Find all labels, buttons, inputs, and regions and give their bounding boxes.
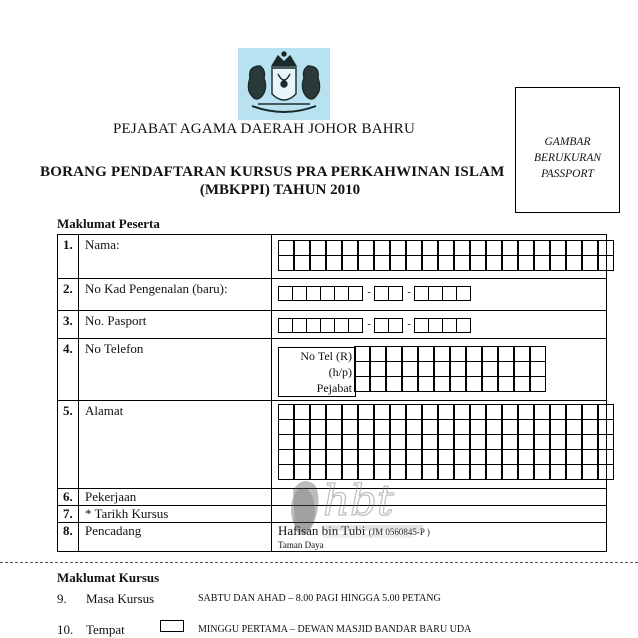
input-box-cell[interactable] (354, 346, 370, 362)
input-box-cell[interactable] (370, 376, 386, 392)
row-number: 7. (63, 506, 73, 521)
input-box-cell[interactable] (518, 255, 534, 271)
input-box-cell[interactable] (442, 318, 457, 333)
course-item10-value: MINGGU PERTAMA – DEWAN MASJID BANDAR BARU UDA (198, 624, 472, 635)
input-box-cell[interactable] (550, 449, 566, 465)
row-phone (58, 339, 606, 401)
input-box-cell[interactable] (498, 376, 514, 392)
input-box-cell[interactable] (278, 240, 294, 256)
input-box-cell[interactable] (502, 240, 518, 256)
input-box-cell[interactable] (470, 464, 486, 480)
name-input-boxes[interactable] (279, 241, 615, 271)
passport-photo-box (515, 87, 620, 213)
input-box-cell[interactable] (598, 255, 614, 271)
input-box-cell[interactable] (486, 404, 502, 420)
ic-separator: - (367, 319, 371, 330)
input-box-cell[interactable] (598, 419, 614, 435)
input-box-cell[interactable] (454, 449, 470, 465)
input-box-cell[interactable] (534, 464, 550, 480)
watermark-text: hbt (323, 476, 394, 525)
row-label: No. Pasport (85, 313, 147, 328)
input-box-cell[interactable] (422, 434, 438, 450)
ic-separator: - (367, 287, 371, 298)
input-box-cell[interactable] (374, 240, 390, 256)
input-box-cell[interactable] (342, 419, 358, 435)
input-box-cell[interactable] (414, 286, 429, 301)
input-box-cell[interactable] (326, 419, 342, 435)
input-box-cell[interactable] (518, 434, 534, 450)
input-box-cell[interactable] (342, 255, 358, 271)
input-box-cell[interactable] (334, 286, 349, 301)
input-box-cell[interactable] (466, 361, 482, 377)
row-label: Pencadang (85, 523, 142, 538)
input-box-cell[interactable] (450, 346, 466, 362)
input-box-cell[interactable] (502, 434, 518, 450)
input-box-cell[interactable] (438, 434, 454, 450)
input-box-cell[interactable] (406, 434, 422, 450)
phone-office-label: Pejabat (316, 381, 352, 395)
input-box-cell[interactable] (388, 318, 403, 333)
input-box-cell[interactable] (422, 240, 438, 256)
input-box-cell[interactable] (374, 449, 390, 465)
input-box-cell[interactable] (342, 434, 358, 450)
input-box-cell[interactable] (374, 318, 389, 333)
ic-input-boxes[interactable] (279, 286, 471, 301)
input-box-cell[interactable] (530, 361, 546, 377)
input-box-cell[interactable] (388, 286, 403, 301)
input-box-cell[interactable] (514, 346, 530, 362)
input-box-cell[interactable] (502, 404, 518, 420)
input-box-cell[interactable] (498, 346, 514, 362)
input-box-cell[interactable] (370, 361, 386, 377)
state-crest-icon (238, 48, 330, 120)
row-number: 2. (63, 281, 73, 296)
input-box-cell[interactable] (278, 449, 294, 465)
course-section-title: Maklumat Kursus (57, 570, 160, 585)
row-passport (58, 311, 606, 339)
input-box-cell[interactable] (514, 376, 530, 392)
input-box-cell[interactable] (326, 240, 342, 256)
row-label: No Telefon (85, 341, 144, 356)
input-box-cell[interactable] (498, 361, 514, 377)
input-box-cell[interactable] (292, 286, 307, 301)
input-box-cell[interactable] (550, 419, 566, 435)
input-box-cell[interactable] (482, 361, 498, 377)
input-box-cell[interactable] (470, 449, 486, 465)
input-box-cell[interactable] (310, 449, 326, 465)
input-box-cell[interactable] (566, 464, 582, 480)
course-item10-number: 10. (57, 622, 74, 637)
input-box-cell[interactable] (358, 255, 374, 271)
input-box-cell[interactable] (370, 346, 386, 362)
input-box-cell[interactable] (550, 255, 566, 271)
input-box-cell[interactable] (326, 404, 342, 420)
course-item10-checkbox[interactable] (160, 620, 184, 632)
input-box-cell[interactable] (438, 404, 454, 420)
input-box-cell[interactable] (354, 361, 370, 377)
input-box-cell[interactable] (442, 286, 457, 301)
input-box-cell[interactable] (582, 240, 598, 256)
input-box-cell[interactable] (486, 240, 502, 256)
input-box-cell[interactable] (582, 434, 598, 450)
input-box-cell[interactable] (294, 419, 310, 435)
passport-text-line3: PASSPORT (541, 168, 594, 180)
input-box-cell[interactable] (518, 464, 534, 480)
input-box-cell[interactable] (450, 361, 466, 377)
input-box-cell[interactable] (374, 434, 390, 450)
input-box-cell[interactable] (598, 449, 614, 465)
input-box-cell[interactable] (326, 449, 342, 465)
input-box-cell[interactable] (486, 464, 502, 480)
row-number: 4. (63, 341, 73, 356)
input-box-cell[interactable] (358, 449, 374, 465)
input-box-cell[interactable] (402, 376, 418, 392)
input-box-cell[interactable] (482, 376, 498, 392)
input-box-cell[interactable] (502, 255, 518, 271)
input-box-cell[interactable] (454, 464, 470, 480)
input-box-cell[interactable] (320, 286, 335, 301)
input-box-cell[interactable] (294, 255, 310, 271)
input-box-cell[interactable] (566, 419, 582, 435)
input-box-cell[interactable] (358, 434, 374, 450)
input-box-cell[interactable] (422, 419, 438, 435)
input-box-cell[interactable] (342, 404, 358, 420)
course-item9-number: 9. (57, 591, 67, 606)
input-box-cell[interactable] (422, 404, 438, 420)
input-box-cell[interactable] (470, 434, 486, 450)
input-box-cell[interactable] (294, 449, 310, 465)
input-box-cell[interactable] (530, 346, 546, 362)
input-box-cell[interactable] (598, 464, 614, 480)
input-box-cell[interactable] (534, 240, 550, 256)
input-box-cell[interactable] (456, 318, 471, 333)
row-ic (58, 279, 606, 311)
ic-separator: - (407, 319, 411, 330)
input-box-cell[interactable] (422, 449, 438, 465)
input-box-cell[interactable] (278, 255, 294, 271)
input-box-cell[interactable] (428, 286, 443, 301)
input-box-cell[interactable] (374, 255, 390, 271)
input-box-cell[interactable] (406, 449, 422, 465)
input-box-cell[interactable] (598, 434, 614, 450)
phone-labels-box (278, 347, 356, 397)
input-box-cell[interactable] (550, 434, 566, 450)
input-box-cell[interactable] (502, 449, 518, 465)
input-box-cell[interactable] (348, 318, 363, 333)
input-box-cell[interactable] (566, 449, 582, 465)
input-box-cell[interactable] (326, 255, 342, 271)
input-box-cell[interactable] (566, 434, 582, 450)
input-box-cell[interactable] (434, 361, 450, 377)
row-label: Nama: (85, 237, 120, 252)
input-box-cell[interactable] (278, 404, 294, 420)
course-item9-value: SABTU DAN AHAD – 8.00 PAGI HINGGA 5.00 PETANG (198, 593, 441, 604)
input-box-cell[interactable] (348, 286, 363, 301)
input-box-cell[interactable] (402, 361, 418, 377)
input-box-cell[interactable] (518, 404, 534, 420)
input-box-cell[interactable] (406, 419, 422, 435)
row-number: 8. (63, 523, 73, 538)
input-box-cell[interactable] (438, 449, 454, 465)
row-number: 5. (63, 403, 73, 418)
input-box-cell[interactable] (390, 404, 406, 420)
input-box-cell[interactable] (598, 240, 614, 256)
input-box-cell[interactable] (454, 434, 470, 450)
input-box-cell[interactable] (470, 419, 486, 435)
address-input-boxes[interactable] (279, 405, 615, 480)
form-title-line1: BORANG PENDAFTARAN KURSUS PRA PERKAHWINAN ISLAM (40, 164, 505, 180)
input-box-cell[interactable] (358, 240, 374, 256)
input-box-cell[interactable] (278, 434, 294, 450)
phone-home-label: No Tel (R) (300, 349, 352, 363)
input-box-cell[interactable] (358, 404, 374, 420)
ic-separator: - (407, 287, 411, 298)
input-box-cell[interactable] (438, 255, 454, 271)
input-box-cell[interactable] (550, 404, 566, 420)
input-box-cell[interactable] (386, 346, 402, 362)
input-box-cell[interactable] (406, 404, 422, 420)
input-box-cell[interactable] (502, 464, 518, 480)
input-box-cell[interactable] (486, 419, 502, 435)
input-box-cell[interactable] (534, 449, 550, 465)
input-box-cell[interactable] (482, 346, 498, 362)
office-name: PEJABAT AGAMA DAERAH JOHOR BAHRU (113, 121, 415, 137)
input-box-cell[interactable] (582, 464, 598, 480)
input-box-cell[interactable] (454, 240, 470, 256)
participant-section-title: Maklumat Peserta (57, 216, 160, 231)
input-box-cell[interactable] (582, 449, 598, 465)
input-box-cell[interactable] (386, 361, 402, 377)
input-box-cell[interactable] (534, 419, 550, 435)
input-box-cell[interactable] (310, 240, 326, 256)
input-box-cell[interactable] (406, 240, 422, 256)
input-box-cell[interactable] (456, 286, 471, 301)
watermark-logo-icon (283, 470, 443, 555)
input-box-cell[interactable] (582, 404, 598, 420)
input-box-cell[interactable] (518, 449, 534, 465)
course-item10-label: Tempat (86, 622, 125, 637)
input-box-cell[interactable] (534, 255, 550, 271)
proposer-ref: (JM 0560845-P ) (368, 527, 430, 537)
row-number: 3. (63, 313, 73, 328)
input-box-cell[interactable] (582, 419, 598, 435)
input-box-cell[interactable] (466, 376, 482, 392)
input-box-cell[interactable] (310, 404, 326, 420)
row-label: Pekerjaan (85, 489, 137, 504)
passport-text-line2: BERUKURAN (533, 152, 602, 164)
phone-input-boxes[interactable] (355, 347, 547, 392)
input-box-cell[interactable] (418, 361, 434, 377)
input-box-cell[interactable] (550, 240, 566, 256)
passport-text-line1: GAMBAR (544, 136, 591, 148)
input-box-cell[interactable] (390, 449, 406, 465)
input-box-cell[interactable] (278, 419, 294, 435)
input-box-cell[interactable] (390, 255, 406, 271)
input-box-cell[interactable] (390, 240, 406, 256)
form-title-line2: (MBKPPI) TAHUN 2010 (199, 182, 361, 198)
proposer-place: Taman Daya (278, 540, 324, 550)
input-box-cell[interactable] (310, 255, 326, 271)
phone-mobile-label: (h/p) (328, 365, 352, 379)
input-box-cell[interactable] (374, 286, 389, 301)
passport-input-boxes[interactable] (279, 318, 471, 333)
input-box-cell[interactable] (466, 346, 482, 362)
input-box-cell[interactable] (438, 240, 454, 256)
row-number: 1. (63, 237, 73, 252)
input-box-cell[interactable] (342, 240, 358, 256)
input-box-cell[interactable] (414, 318, 429, 333)
input-box-cell[interactable] (306, 286, 321, 301)
input-box-cell[interactable] (354, 376, 370, 392)
input-box-cell[interactable] (358, 419, 374, 435)
input-box-cell[interactable] (598, 404, 614, 420)
input-box-cell[interactable] (518, 240, 534, 256)
input-box-cell[interactable] (566, 240, 582, 256)
input-box-cell[interactable] (534, 434, 550, 450)
input-box-cell[interactable] (428, 318, 443, 333)
input-box-cell[interactable] (342, 449, 358, 465)
input-box-cell[interactable] (306, 318, 321, 333)
input-box-cell[interactable] (434, 376, 450, 392)
input-box-cell[interactable] (386, 376, 402, 392)
input-box-cell[interactable] (406, 255, 422, 271)
input-box-cell[interactable] (454, 419, 470, 435)
row-label: No Kad Pengenalan (baru): (85, 281, 228, 296)
input-box-cell[interactable] (374, 404, 390, 420)
input-box-cell[interactable] (334, 318, 349, 333)
input-box-cell[interactable] (486, 449, 502, 465)
input-box-cell[interactable] (566, 255, 582, 271)
row-label: Alamat (85, 403, 124, 418)
row-label: * Tarikh Kursus (85, 506, 169, 521)
input-box-cell[interactable] (390, 419, 406, 435)
input-box-cell[interactable] (470, 240, 486, 256)
input-box-cell[interactable] (294, 434, 310, 450)
input-box-cell[interactable] (320, 318, 335, 333)
input-box-cell[interactable] (278, 318, 293, 333)
row-name (58, 235, 606, 279)
input-box-cell[interactable] (434, 346, 450, 362)
proposer-name: Hafisan bin Tubi (278, 523, 366, 538)
input-box-cell[interactable] (278, 286, 293, 301)
input-box-cell[interactable] (470, 255, 486, 271)
input-box-cell[interactable] (550, 464, 566, 480)
input-box-cell[interactable] (470, 404, 486, 420)
input-box-cell[interactable] (418, 346, 434, 362)
input-box-cell[interactable] (294, 240, 310, 256)
input-box-cell[interactable] (454, 404, 470, 420)
input-box-cell[interactable] (566, 404, 582, 420)
input-box-cell[interactable] (486, 255, 502, 271)
input-box-cell[interactable] (514, 361, 530, 377)
input-box-cell[interactable] (294, 404, 310, 420)
input-box-cell[interactable] (450, 376, 466, 392)
course-item9-label: Masa Kursus (86, 591, 155, 606)
input-box-cell[interactable] (390, 434, 406, 450)
input-box-cell[interactable] (418, 376, 434, 392)
input-box-cell[interactable] (438, 419, 454, 435)
input-box-cell[interactable] (534, 404, 550, 420)
input-box-cell[interactable] (502, 419, 518, 435)
row-number: 6. (63, 489, 73, 504)
input-box-cell[interactable] (454, 255, 470, 271)
input-box-cell[interactable] (402, 346, 418, 362)
input-box-cell[interactable] (310, 434, 326, 450)
input-box-cell[interactable] (326, 434, 342, 450)
input-box-cell[interactable] (422, 255, 438, 271)
input-box-cell[interactable] (374, 419, 390, 435)
input-box-cell[interactable] (310, 419, 326, 435)
input-box-cell[interactable] (292, 318, 307, 333)
input-box-cell[interactable] (486, 434, 502, 450)
input-box-cell[interactable] (582, 255, 598, 271)
input-box-cell[interactable] (530, 376, 546, 392)
input-box-cell[interactable] (518, 419, 534, 435)
section-divider (0, 562, 638, 563)
